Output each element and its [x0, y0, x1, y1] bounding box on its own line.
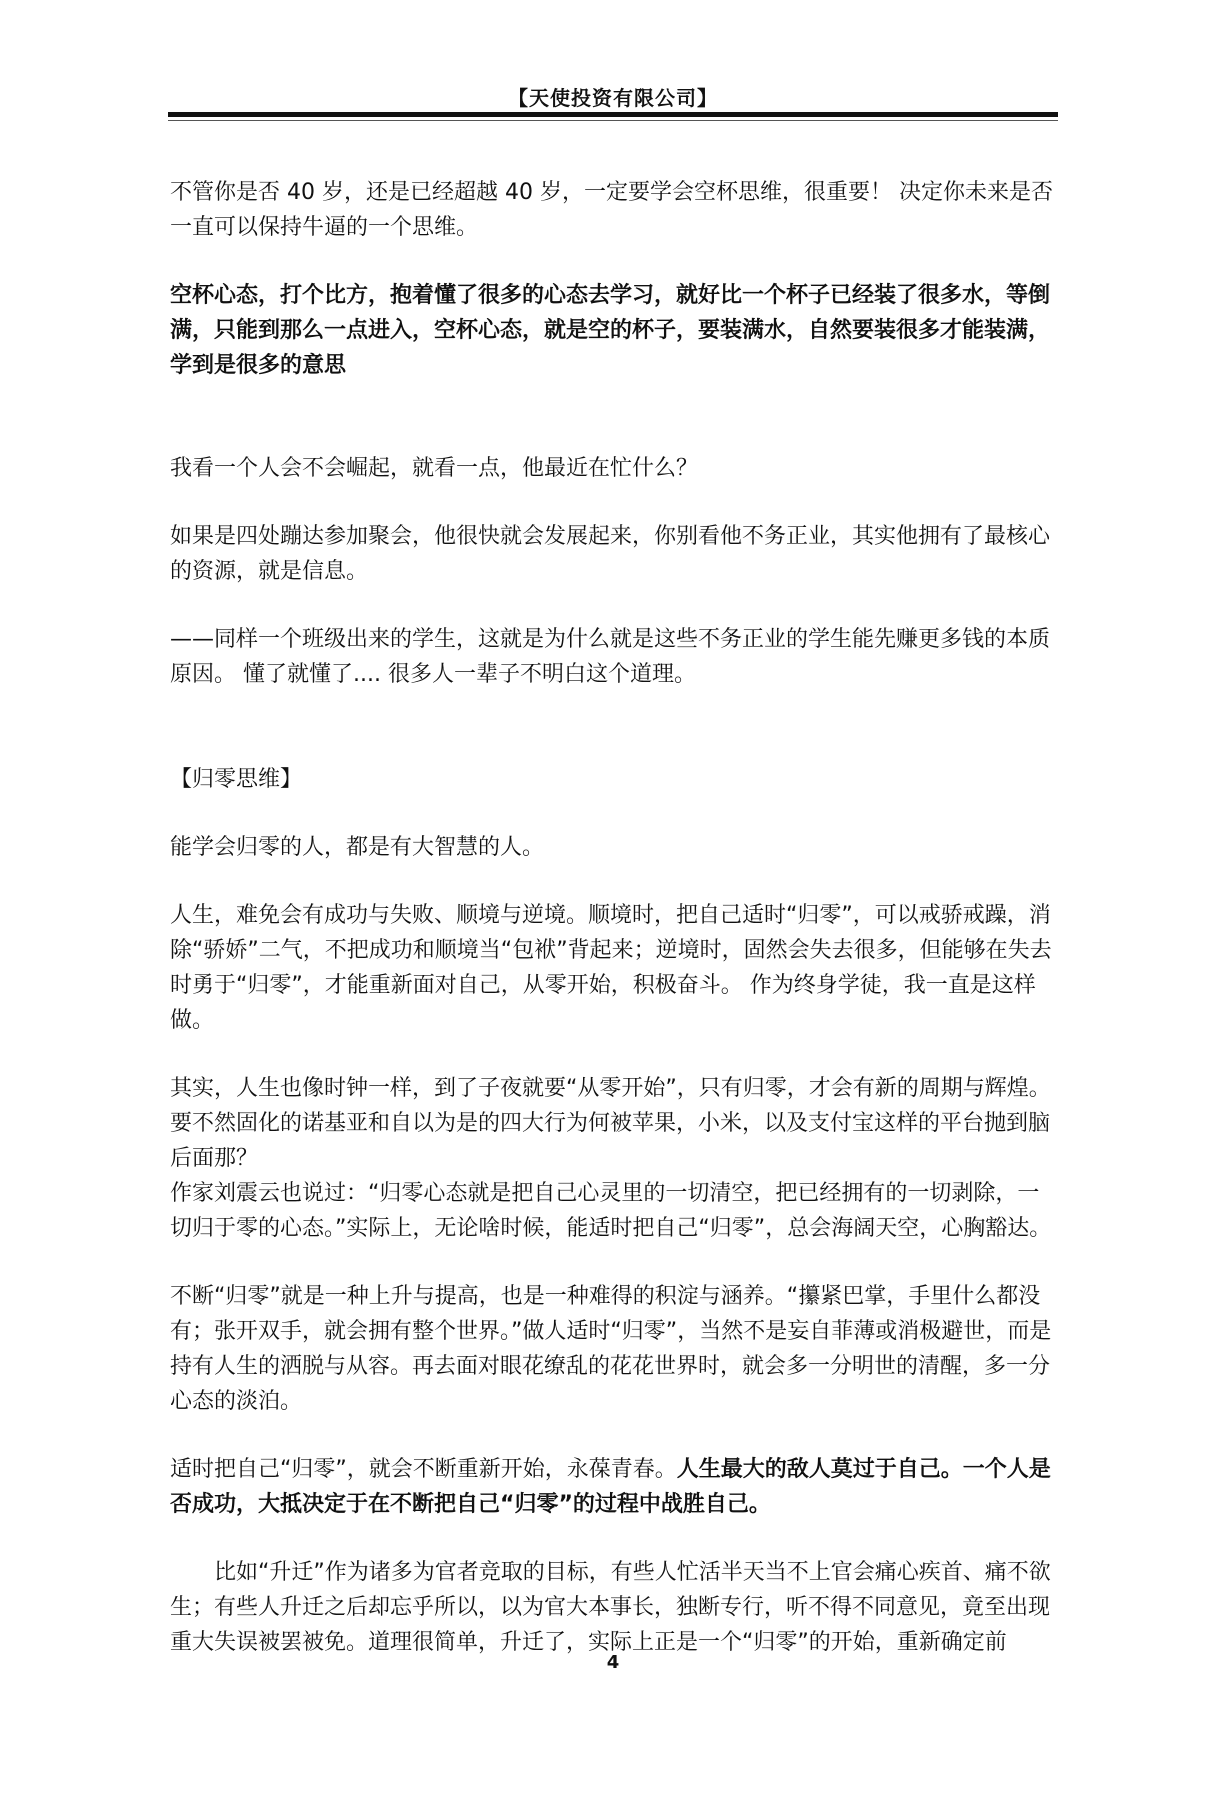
paragraph-bold: 空杯心态，打个比方，抱着懂了很多的心态去学习，就好比一个杯子已经装了很多水，等倒满，只能到那么一点进入，空杯心态，就是空的杯子，要装满水，自然要装很多才能装满，学到是很多的意思 [170, 283, 1051, 378]
paragraph-mixed [170, 1452, 1060, 1522]
header-divider [168, 112, 1058, 117]
header-divider-thin [168, 120, 1058, 121]
page-header-title: 【天使投资有限公司】 [508, 86, 718, 110]
paragraph: 作家刘震云也说过：“归零心态就是把自己心灵里的一切清空，把已经拥有的一切剥除，一切归于零的心态。”实际上，无论啥时候，能适时把自己“归零”，总会海阔天空，心胸豁达。 [170, 1181, 1052, 1241]
paragraph: 能学会归零的人，都是有大智慧的人。 [170, 835, 545, 860]
paragraph-text: 适时把自己“归零”，就会不断重新开始，永葆青春。 [170, 1457, 677, 1482]
section-heading: 【归零思维】 [170, 767, 303, 792]
paragraph: 人生，难免会有成功与失败、顺境与逆境。顺境时，把自己适时“归零”，可以戒骄戒躁，消除“骄娇”二气，不把成功和顺境当“包袱”背起来；逆境时，固然会失去很多，但能够在失去时勇于“归零”，才能重新面对自己，从零开始，积极奋斗。 作为终身学徒，我一直是这样做。 [170, 903, 1052, 1033]
paragraph: 比如“升迁”作为诸多为官者竞取的目标，有些人忙活半天当不上官会痛心疾首、痛不欲生；有些人升迁之后却忘乎所以，以为官大本事长，独断专行，听不得不同意见，竟至出现重大失误被罢被免。道理很简单，升迁了，实际上正是一个“归零”的开始，重新确定前 [170, 1560, 1051, 1655]
paragraph-emphasis: 人生最大的敌人莫过于自己。一个人是否成功，大抵决定于在不断把自己“归零”的过程中战胜自己。 [170, 1457, 1051, 1517]
paragraph: ——同样一个班级出来的学生，这就是为什么就是这些不务正业的学生能先赚更多钱的本质原因。 懂了就懂了.... 很多人一辈子不明白这个道理。 [170, 627, 1051, 687]
paragraph: 不管你是否 40 岁，还是已经超越 40 岁，一定要学会空杯思维，很重要！ 决定你未来是否一直可以保持牛逼的一个思维。 [170, 180, 1053, 240]
paragraph: 我看一个人会不会崛起，就看一点，他最近在忙什么？ [170, 456, 699, 481]
paragraph: 如果是四处蹦达参加聚会，他很快就会发展起来，你别看他不务正业，其实他拥有了最核心的资源，就是信息。 [170, 524, 1051, 584]
paragraph: 不断“归零”就是一种上升与提高，也是一种难得的积淀与涵养。“攥紧巴掌，手里什么都没有；张开双手，就会拥有整个世界。”做人适时“归零”，当然不是妄自菲薄或消极避世，而是持有人生的洒脱与从容。再去面对眼花缭乱的花花世界时，就会多一分明世的清醒，多一分心态的淡泊。 [170, 1284, 1052, 1414]
page-number: 4 [606, 1652, 620, 1673]
paragraph: 其实，人生也像时钟一样，到了子夜就要“从零开始”，只有归零，才会有新的周期与辉煌。要不然固化的诺基亚和自以为是的四大行为何被苹果，小米，以及支付宝这样的平台抛到脑后面那？ [170, 1076, 1051, 1171]
document-body [170, 175, 1060, 1693]
